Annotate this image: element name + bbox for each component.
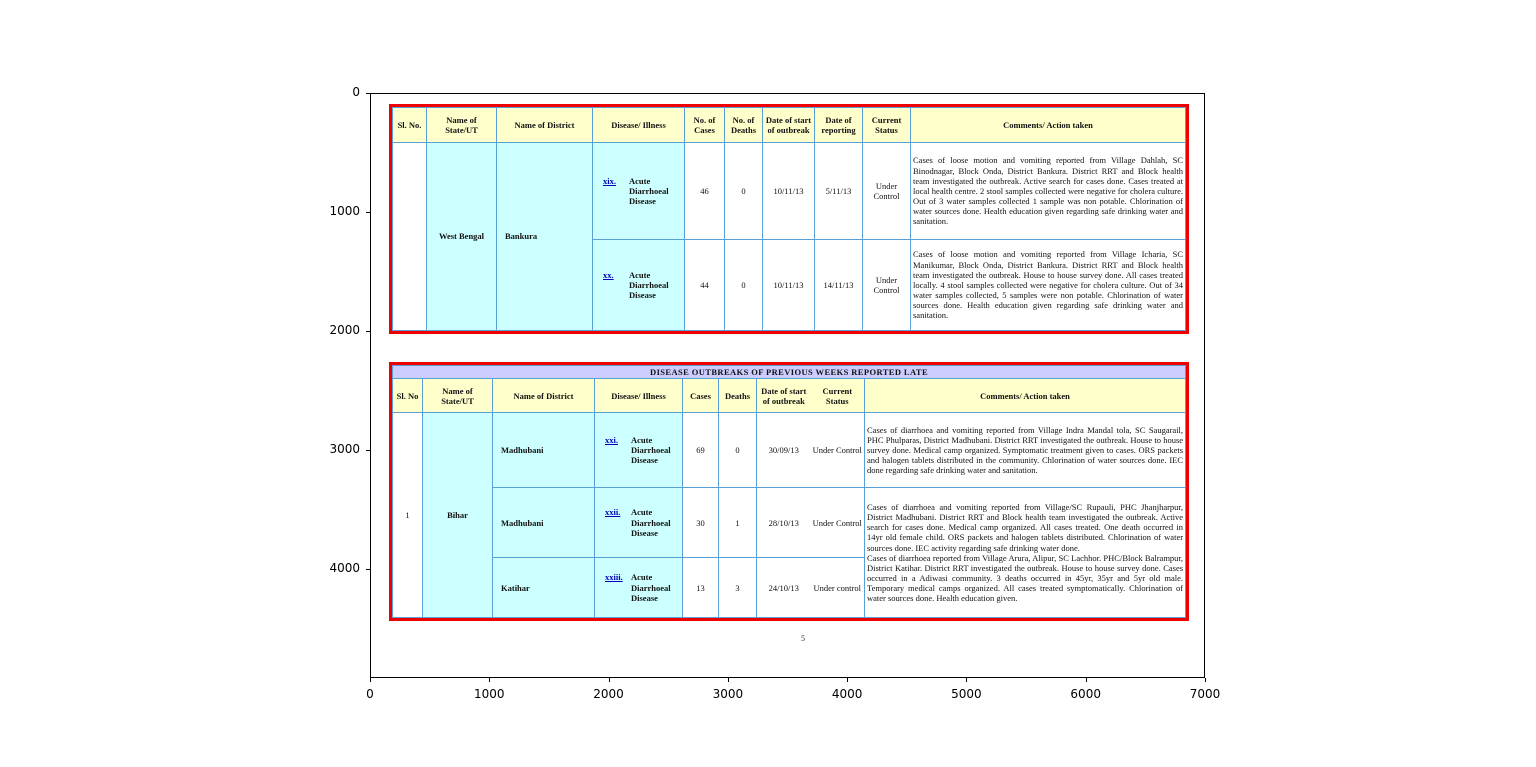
outbreak-table-current-week (389, 104, 1189, 334)
x-tick-label: 5000 (951, 687, 982, 701)
t2-row3-cases: 13 (683, 558, 719, 618)
t1-cell-state: West Bengal (427, 143, 497, 331)
y-tick-label: 3000 (329, 442, 360, 456)
t2-row3-status: Under control (811, 558, 865, 618)
t2-row2-deaths: 1 (719, 488, 757, 558)
t2-row1-roman-link: xxi. (605, 434, 618, 445)
x-tick-label: 3000 (712, 687, 744, 701)
t1-header-slno: Sl. No. (393, 108, 427, 143)
t2-row2-roman-link: xxii. (605, 507, 621, 518)
t1-row2-cases: 44 (685, 240, 725, 331)
t1-row1-comments: Cases of loose motion and vomiting reported from Village Dahlah, SC Binodnagar, Block Onda, District Bankura. District RRT and Block health team investigated the outbreak. Active search for cases done. Cases treated at local health centre. 2 stool samples collected were negative for cholera culture. Out of 3 water samples collected 1 sample was non potable. Chlorination of water sources done. Health education given regarding safe drinking water and sanitation. (911, 143, 1186, 240)
t2-row3-disease-cell (595, 558, 683, 618)
t2-header-deaths: Deaths (719, 379, 757, 413)
t2-row3-roman-link: xxiii. (605, 572, 623, 583)
t2-row1-comments: Cases of diarrhoea and vomiting reported from Village Indra Mandal tola, SC Saugarail, PHC Phulparas, District Madhubani. District RRT investigated the outbreak. House to house survey done. Medical camp organized. Symptomatic treatment given to cases. ORS packets and halogen tablets distributed in the community. Chlorination of water sources done. IEC done regarding safe drinking water and sanitation. (865, 413, 1186, 488)
y-tick-label: 0 (352, 85, 360, 99)
t1-header-cases: No. of Cases (685, 108, 725, 143)
t2-rows23-comments (865, 488, 1186, 618)
t1-header-comments: Comments/ Action taken (911, 108, 1186, 143)
t2-row2-cases: 30 (683, 488, 719, 558)
page-number: 5 (801, 634, 805, 643)
t1-row1-disease-cell (593, 143, 685, 240)
y-tick-label: 4000 (329, 561, 360, 575)
t1-header-disease: Disease/ Illness (593, 108, 685, 143)
t2-row2-district: Madhubani (493, 488, 595, 558)
t2-row1-start-date: 30/09/13 (757, 413, 811, 488)
t2-title-banner: DISEASE OUTBREAKS OF PREVIOUS WEEKS REPORTED LATE (393, 366, 1186, 379)
x-tick-mark (728, 678, 729, 682)
t2-row1-disease-cell (595, 413, 683, 488)
y-tick-label: 2000 (329, 323, 360, 337)
x-tick-label: 1000 (474, 687, 505, 701)
t1-row1-disease-name: Acute Diarrhoeal Disease (629, 175, 669, 207)
t2-row1-status: Under Control (811, 413, 865, 488)
t2-header-status: Current Status (811, 379, 865, 413)
t1-header-status: Current Status (863, 108, 911, 143)
t2-row1-deaths: 0 (719, 413, 757, 488)
t2-header-slno: Sl. No (393, 379, 423, 413)
x-tick-mark (1086, 678, 1087, 682)
t2-row3-comments-text: Cases of diarrhoea reported from Village Arura, Alipur, SC Lachhor. PHC/Block Balrampur, District Katihar. District RRT investigated the outbreak. House to house survey done. Cases occurred in a Adiwasi community. 3 deaths occurred in 45yr, 35yr and 5yr old male. Temporary medical camps organized. All cases treated symptomatically. Chlorination of water sources done. Health education given. (867, 552, 1184, 604)
y-tick-mark (366, 212, 370, 213)
t2-row3-disease-name: Acute Diarrhoeal Disease (631, 572, 671, 603)
t1-cell-district: Bankura (497, 143, 593, 331)
t2-cell-state: Bihar (423, 413, 493, 618)
t1-header-start: Date of start of outbreak (763, 108, 815, 143)
plot-area (370, 93, 1205, 678)
t1-header-reporting: Date of reporting (815, 108, 863, 143)
x-tick-mark (489, 678, 490, 682)
t2-header-state: Name of State/UT (423, 379, 493, 413)
t2-row2-disease-cell (595, 488, 683, 558)
y-tick-mark (366, 450, 370, 451)
t2-row1-cases: 69 (683, 413, 719, 488)
x-tick-label: 4000 (831, 687, 863, 701)
t1-row2-roman-link: xx. (603, 269, 614, 280)
t2-header-comments: Comments/ Action taken (865, 379, 1186, 413)
t2-row2-status: Under Control (811, 488, 865, 558)
outbreak-table-previous-weeks (389, 362, 1189, 621)
t2-cell-slno: 1 (393, 413, 423, 618)
t2-header-disease: Disease/ Illness (595, 379, 683, 413)
t2-row2-start-date: 28/10/13 (757, 488, 811, 558)
x-tick-mark (966, 678, 967, 682)
t1-row1-start-date: 10/11/13 (763, 143, 815, 240)
t1-row2-reporting-date: 14/11/13 (815, 240, 863, 331)
y-tick-label: 1000 (329, 204, 360, 218)
t2-row2-comments-text: Cases of diarrhoea and vomiting reported from Village/SC Rupauli, PHC Jhanjharpur, District Madhubani. District RRT and Block health team investigated the outbreak. Active search for cases done. Medical camp organized. All cases treated. One death occurred in 14yr old female child. ORS packets and halogen tablets distributed. Chlorination of water sources done. IEC activity regarding safe drinking water done. (867, 501, 1184, 553)
t1-row2-disease-name: Acute Diarrhoeal Disease (629, 269, 669, 301)
t1-header-district: Name of District (497, 108, 593, 143)
t1-row1-reporting-date: 5/11/13 (815, 143, 863, 240)
x-tick-label: 0 (366, 687, 374, 701)
t1-row1-deaths: 0 (725, 143, 763, 240)
t2-row1-disease-name: Acute Diarrhoeal Disease (631, 434, 671, 466)
t1-row2-start-date: 10/11/13 (763, 240, 815, 331)
t1-row2-disease-cell (593, 240, 685, 331)
t1-row2-deaths: 0 (725, 240, 763, 331)
t1-row1-roman-link: xix. (603, 175, 616, 186)
y-tick-mark (366, 331, 370, 332)
t1-row2-status: Under Control (863, 240, 911, 331)
t1-header-state: Name of State/UT (427, 108, 497, 143)
t1-cell-slno (393, 143, 427, 331)
x-tick-label: 7000 (1189, 687, 1221, 701)
x-tick-mark (1205, 678, 1206, 682)
x-tick-mark (370, 678, 371, 682)
t1-row1-cases: 46 (685, 143, 725, 240)
x-tick-mark (609, 678, 610, 682)
t2-row3-start-date: 24/10/13 (757, 558, 811, 618)
t2-row2-disease-name: Acute Diarrhoeal Disease (631, 507, 671, 538)
t2-row3-deaths: 3 (719, 558, 757, 618)
t2-row1-district: Madhubani (493, 413, 595, 488)
y-tick-mark (366, 569, 370, 570)
t1-row2-comments: Cases of loose motion and vomiting reported from Village Icharia, SC Manikumar, Block Onda, District Bankura. District RRT and Block health team investigated the outbreak. House to house survey done. All cases treated locally. 4 stool samples collected were negative for cholera culture. Out of 34 water samples collected, 5 samples were non potable. Chlorination of water sources done. Health education given regarding safe drinking water and sanitation. (911, 240, 1186, 331)
t2-header-start: Date of start of outbreak (757, 379, 811, 413)
x-tick-mark (847, 678, 848, 682)
t2-row3-district: Katihar (493, 558, 595, 618)
y-tick-mark (366, 93, 370, 94)
x-tick-label: 6000 (1070, 687, 1101, 701)
x-tick-label: 2000 (593, 687, 624, 701)
t2-header-district: Name of District (493, 379, 595, 413)
t2-header-cases: Cases (683, 379, 719, 413)
t1-row1-status: Under Control (863, 143, 911, 240)
t1-header-deaths: No. of Deaths (725, 108, 763, 143)
